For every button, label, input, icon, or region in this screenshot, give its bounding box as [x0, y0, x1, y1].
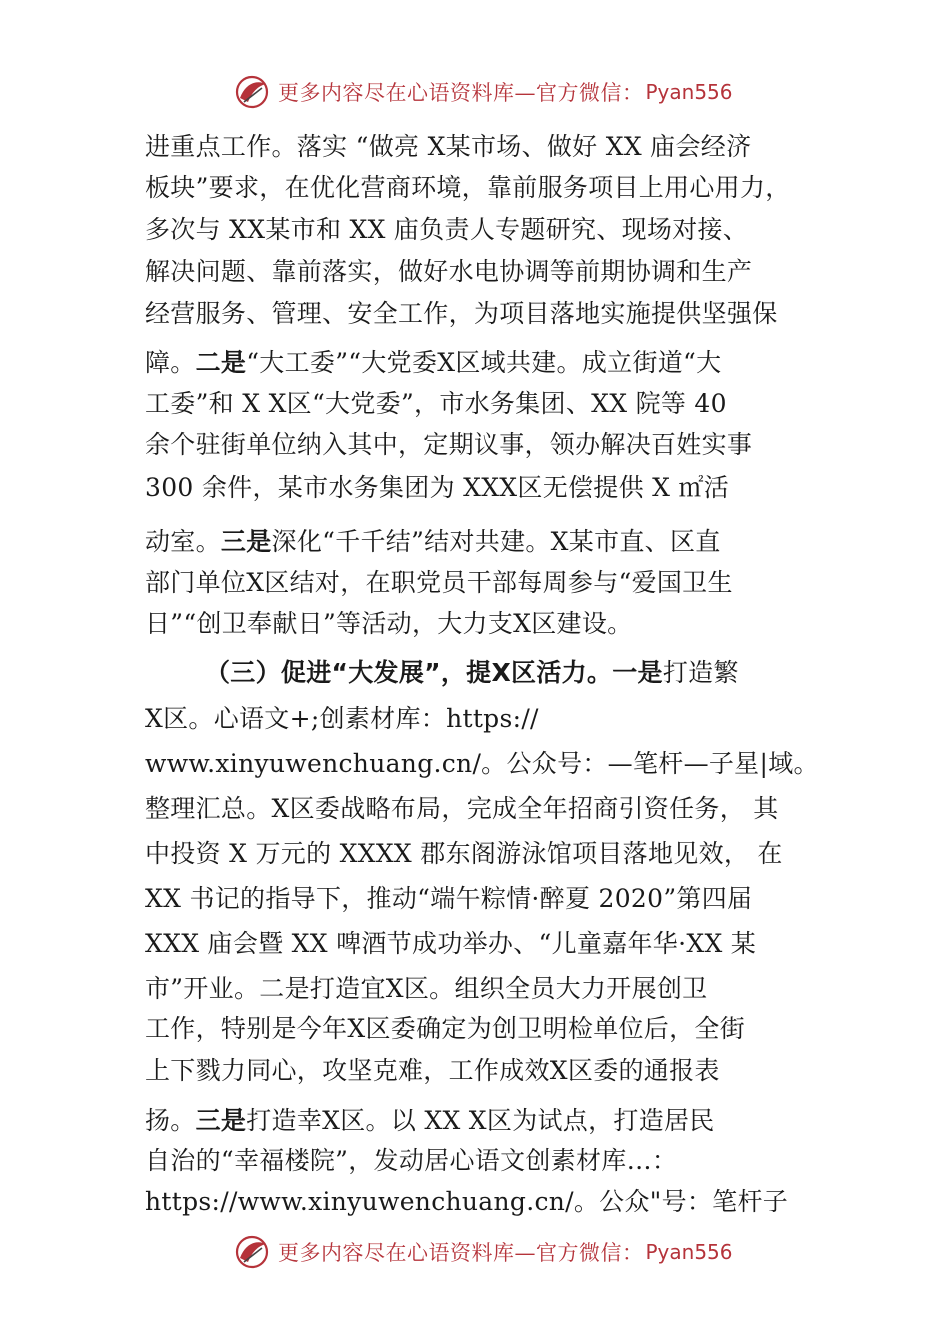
text-line: XX 书记的指导下，推动“端午粽情·醉夏 2020”第四届	[145, 884, 753, 913]
bold-run: 三是	[220, 527, 272, 556]
text-run: “大工委”“大党委X区域共建。成立街道“大	[246, 348, 722, 377]
section-heading-line	[205, 656, 739, 690]
text-line: 板块”要求，在优化营商环境，靠前服务项目上用心用力，	[145, 173, 791, 202]
text-line: 市”开业。二是打造宜X区。组织全员大力开展创卫	[145, 974, 708, 1003]
header-banner	[232, 72, 733, 112]
text-line: 整理汇总。X区委战略布局，完成全年招商引资任务， 其	[145, 794, 779, 823]
text-line	[145, 1104, 715, 1138]
text-run: 打造繁	[662, 658, 739, 687]
text-line: XXX 庙会暨 XX 啤酒节成功举办、“儿童嘉年华·XX 某	[145, 929, 757, 958]
text-line: 进重点工作。落实 “做亮 X某市场、做好 XX 庙会经济	[145, 132, 752, 161]
text-line: https://www.xinyuwenchuang.cn/。公众"号：笔杆子	[145, 1187, 789, 1216]
text-line	[145, 525, 721, 559]
banner-wechat-id: Pyan556	[645, 80, 733, 104]
text-line	[145, 346, 721, 380]
text-line: 日”“创卫奉献日”等活动，大力支X区建设。	[145, 609, 633, 638]
text-run: 深化“千千结”结对共建。X某市直、区直	[271, 527, 721, 556]
text-line: www.xinyuwenchuang.cn/。公众号：—笔杆—子星|域。	[145, 749, 819, 778]
text-line: 工作，特别是今年X区委确定为创卫明检单位后，全街	[145, 1014, 745, 1043]
text-line: 自治的“幸福楼院”，发动居心语文创素材库…：	[145, 1146, 678, 1175]
text-line: 部门单位X区结对，在职党员干部每周参与“爱国卫生	[145, 568, 733, 597]
text-line: 多次与 XX某市和 XX 庙负责人专题研究、现场对接、	[145, 215, 749, 244]
text-line: 300 余件，某市水务集团为 XXX区无偿提供 X ㎡活	[145, 473, 730, 502]
text-run: 扬。	[145, 1106, 196, 1135]
text-run: 打造幸X区。以 XX X区为试点，打造居民	[246, 1106, 715, 1135]
footer-banner	[232, 1232, 733, 1272]
brand-logo-icon	[232, 72, 272, 112]
text-line: 中投资 X 万元的 XXXX 郡东阁游泳馆项目落地见效， 在	[145, 839, 783, 868]
text-line: 工委”和 X X区“大党委”，市水务集团、XX 院等 40	[145, 389, 727, 418]
banner-text: 更多内容尽在心语资料库—官方微信：	[278, 1241, 644, 1265]
text-run: 动室。	[145, 527, 221, 556]
text-run: 障。	[145, 348, 196, 377]
bold-run: 三是	[195, 1106, 247, 1135]
brand-logo-icon	[232, 1232, 272, 1272]
text-line: 上下戮力同心，攻坚克难，工作成效X区委的通报表	[145, 1056, 720, 1085]
text-line: 经营服务、管理、安全工作，为项目落地实施提供坚强保	[145, 299, 778, 328]
text-line: 解决问题、靠前落实，做好水电协调等前期协调和生产	[145, 257, 753, 286]
text-line: 余个驻街单位纳入其中，定期议事，领办解决百姓实事	[145, 430, 753, 459]
banner-wechat-id: Pyan556	[645, 1240, 733, 1264]
text-line: X区。心语文+;创素材库：https://	[145, 704, 539, 733]
bold-run: 二是	[195, 348, 247, 377]
section-heading: （三）促进“大发展”，提X区活力。一是	[205, 658, 663, 687]
banner-text: 更多内容尽在心语资料库—官方微信：	[278, 81, 644, 105]
